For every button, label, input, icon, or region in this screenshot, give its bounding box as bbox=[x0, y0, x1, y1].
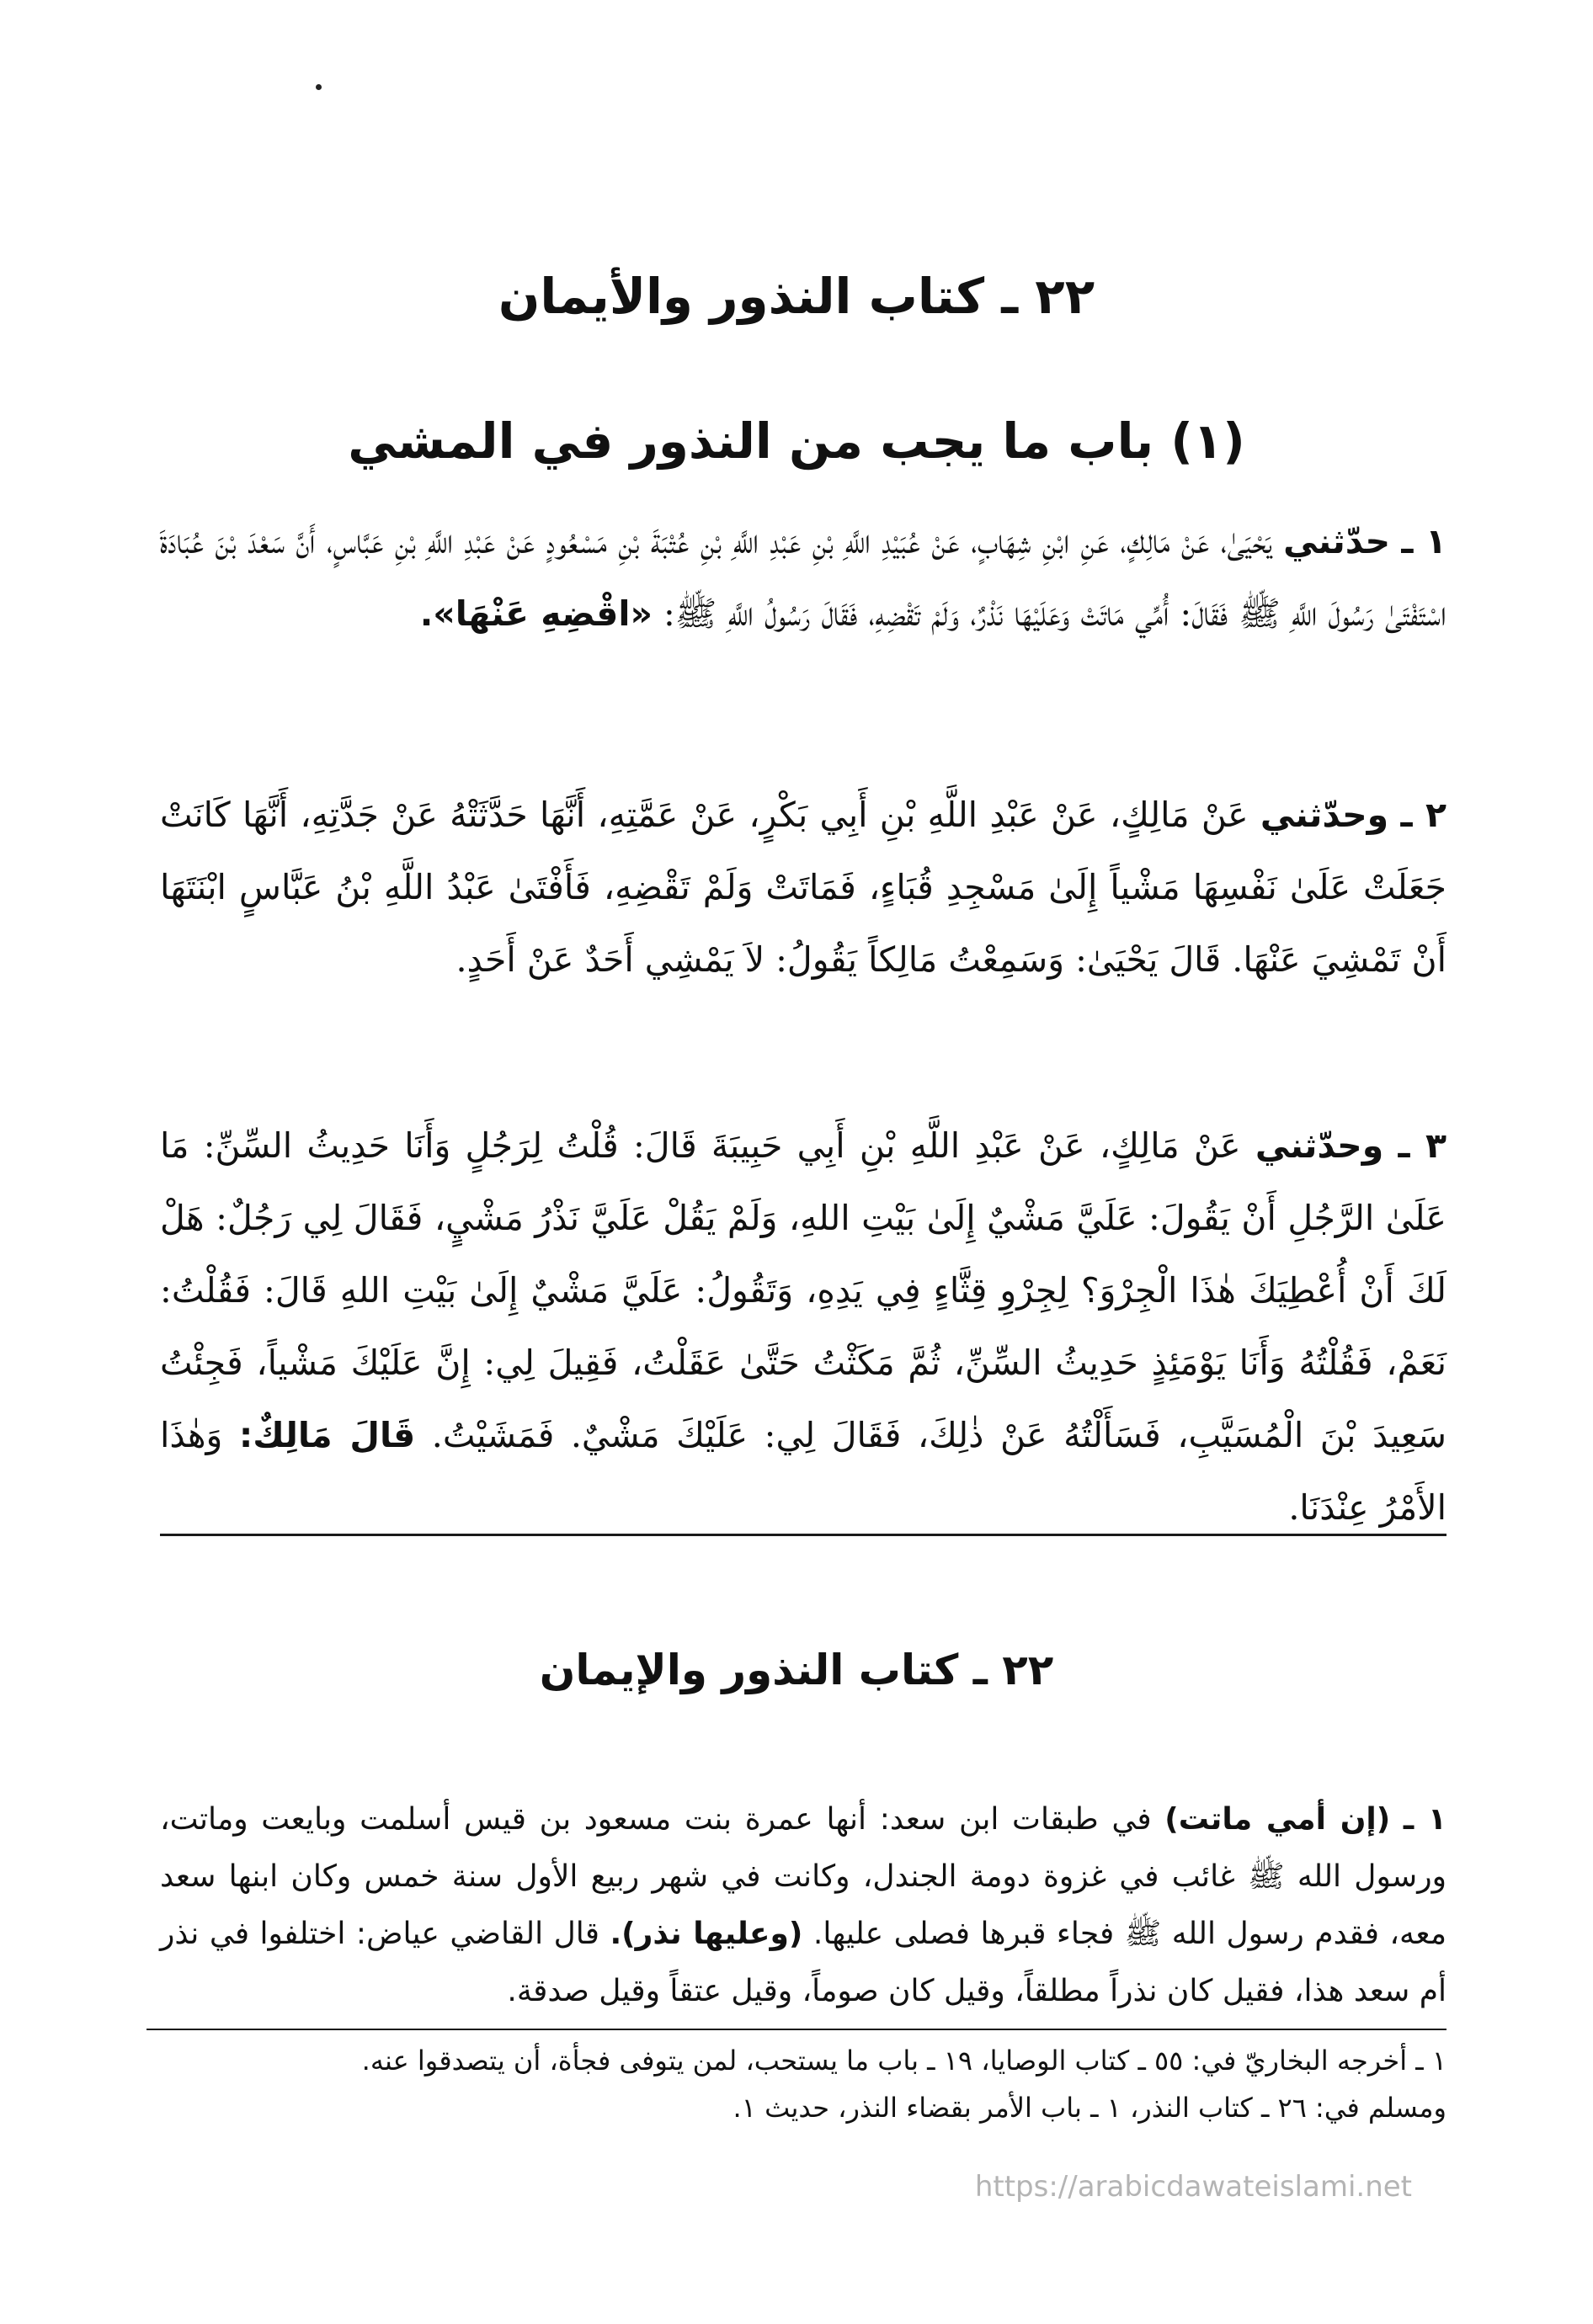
commentary-lead: (إن أمي ماتت) bbox=[1164, 1802, 1391, 1837]
commentary-text-2: قال القاضي عياض: اختلفوا في نذر أم سعد هذا، فقيل كان نذراً مطلقاً، وقيل كان صوماً، وقيل عتقاً وقيل صدقة. bbox=[160, 1917, 1446, 2008]
hadith-2 bbox=[160, 779, 1446, 996]
malik-saying-label: قَالَ مَالِكٌ: bbox=[238, 1415, 416, 1455]
hadith-lead: حدّثني bbox=[1283, 521, 1391, 561]
hadith-text: عَنْ مَالِكٍ، عَنْ عَبْدِ اللَّهِ بْنِ أَبِي حَبِيبَةَ قَالَ: قُلْتُ لِرَجُلٍ وَأَنَا حَدِيثُ السِّنِّ: مَا عَلَىٰ الرَّجُلِ أَنْ يَقُولَ: عَلَيَّ مَشْيٌ إِلَىٰ بَيْتِ اللهِ، وَلَمْ يَقُلْ عَلَيَّ نَذْرُ مَشْيٍ، فَقَالَ لِي رَجُلٌ: هَلْ لَكَ أَنْ أُعْطِيَكَ هٰذَا الْجِرْوَ؟ لِجِرْوِ قِثَّاءٍ فِي يَدِهِ، وَتَقُولُ: عَلَيَّ مَشْيٌ إِلَىٰ بَيْتِ اللهِ قَالَ: فَقُلْتُ: نَعَمْ، فَقُلْتُهُ وَأَنَا يَوْمَئِذٍ حَدِيثُ السِّنِّ، ثُمَّ مَكَثْتُ حَتَّىٰ عَقَلْتُ، فَقِيلَ لِي: إِنَّ عَلَيْكَ مَشْياً، فَجِئْتُ سَعِيدَ بْنَ الْمُسَيَّبِ، فَسَأَلْتُهُ عَنْ ذٰلِكَ، فَقَالَ لِي: عَلَيْكَ مَشْيٌ. فَمَشَيْتُ. bbox=[160, 1125, 1446, 1455]
commentary-number: ١ ـ bbox=[1403, 1802, 1446, 1837]
chapter-title: (١) باب ما يجب من النذور في المشي bbox=[348, 412, 1245, 470]
commentary-paragraph bbox=[160, 1791, 1446, 2020]
hadith-1 bbox=[160, 505, 1446, 650]
footnote-line-1: ١ ـ أخرجه البخاريّ في: ٥٥ ـ كتاب الوصايا، ١٩ ـ باب ما يستحب، لمن يتوفى فجأة، أن يتصدقوا عنه. bbox=[361, 2045, 1446, 2077]
hadith-number: ٢ ـ bbox=[1400, 795, 1446, 835]
page-speck bbox=[316, 84, 322, 90]
hadith-text: عَنْ مَالِكٍ، عَنْ عَبْدِ اللَّهِ بْنِ أَبِي بَكْرٍ، عَنْ عَمَّتِهِ، أَنَّهَا حَدَّثَتْهُ عَنْ جَدَّتِهِ، أَنَّهَا كَانَتْ جَعَلَتْ عَلَىٰ نَفْسِهَا مَشْياً إِلَىٰ مَسْجِدِ قُبَاءٍ، فَمَاتَتْ وَلَمْ تَقْضِهِ، فَأَفْتَىٰ عَبْدُ اللَّهِ بْنُ عَبَّاسٍ ابْنَتَهَا أَنْ تَمْشِيَ عَنْهَا. قَالَ يَحْيَىٰ: وَسَمِعْتُ مَالِكاً يَقُولُ: لاَ يَمْشِي أَحَدٌ عَنْ أَحَدٍ. bbox=[160, 795, 1446, 980]
watermark-url: https://arabicdawateislami.net bbox=[974, 2170, 1412, 2204]
book-title: ٢٢ ـ كتاب النذور والأيمان bbox=[498, 268, 1095, 325]
hadith-number: ٣ ـ bbox=[1398, 1125, 1446, 1166]
hadith-3 bbox=[160, 1109, 1446, 1544]
hadith-closing-text: وَهٰذَا الأَمْرُ عِنْدَنَا. bbox=[160, 1415, 1446, 1528]
prophetic-quote: «اقْضِهِ عَنْهَا». bbox=[419, 593, 653, 634]
commentary-lemma: (وعليها نذر). bbox=[610, 1917, 803, 1951]
section-divider bbox=[160, 1534, 1446, 1536]
footnote-divider bbox=[147, 2029, 1446, 2030]
footnote-line-2: ومسلم في: ٢٦ ـ كتاب النذر، ١ ـ باب الأمر بقضاء النذر، حديث ١. bbox=[733, 2092, 1446, 2124]
commentary-book-title: ٢٢ ـ كتاب النذور والإيمان bbox=[539, 1646, 1054, 1694]
commentary-text-1: في طبقات ابن سعد: أنها عمرة بنت مسعود بن قيس أسلمت وبايعت وماتت، ورسول الله ﷺ غائب في غزوة دومة الجندل، وكانت في شهر ربيع الأول سنة خمس وكان ابنها سعد معه، فقدم رسول الله ﷺ فجاء قبرها فصلى عليها. bbox=[160, 1802, 1446, 1951]
hadith-lead: وحدّثني bbox=[1255, 1125, 1384, 1166]
hadith-number: ١ ـ bbox=[1401, 521, 1446, 561]
footnote bbox=[160, 2037, 1446, 2131]
hadith-text: يَحْيَىٰ، عَنْ مَالِكٍ، عَنِ ابْنِ شِهَابٍ، عَنْ عُبَيْدِ اللَّهِ بْنِ عَبْدِ اللَّهِ بْنِ عُتْبَةَ بْنِ مَسْعُودٍ عَنْ عَبْدِ اللَّهِ بْنِ عَبَّاسٍ، أَنَّ سَعْدَ بْنَ عُبَادَةَ اسْتَفْتَىٰ رَسُولَ اللَّهِ ﷺ فَقَالَ: أُمِّي مَاتَتْ وَعَلَيْهَا نَذْرٌ، وَلَمْ تَقْضِهِ، فَقَالَ رَسُولُ اللَّهِ ﷺ: bbox=[160, 521, 1446, 634]
hadith-lead: وحدّثني bbox=[1260, 795, 1389, 835]
